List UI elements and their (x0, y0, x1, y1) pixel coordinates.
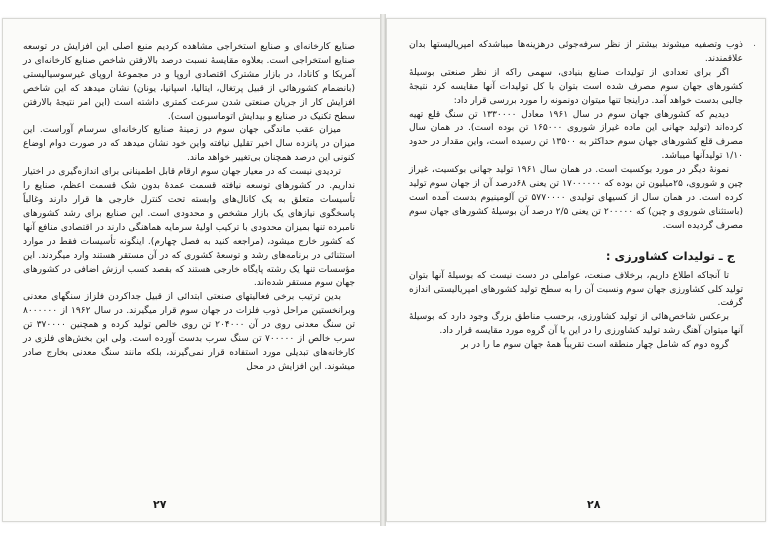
paragraph: میزان عقب ماندگی جهان سوم در زمینهٔ صنایع کارخانه‌ای سرسام آوراست. این میزان در پانزده سال اخیر تقلیل نیافته واین خود نشان میدهد که در صورت دوام اوضاع کنونی این درصد همچنان بی‌تغییر خواهد ماند. (23, 125, 355, 164)
paragraph: اگر برای تعدادی از تولیدات صنایع بنیادی، سهمی راکه از نظر صنعتی بوسیلهٔ کشورهای جهان سوم مصرف شده است بتوان با کل تولیدات آنها مقایسه کرد نتیجهٔ جالبی بدست خواهد آمد. دراینجا تنها میتوان دونمونه را مورد بررسی قرار داد: (409, 67, 743, 106)
paragraph: بدین ترتیب برخی فعالیتهای صنعتی ابتدائی از قبیل جداکردن فلزاز سنگهای معدنی وبرانخستین مراحل ذوب فلزات در جهان سوم قرار میگیرند. در سال ۱۹۶۲ از ۸۰۰۰۰۰۰ تن سنگ معدنی روی در آن ۲۰۴۰۰۰ تن روی خالص تولید کرده و همچنین ۳۷۰۰۰۰ تن سرب خالص از ۷۰۰۰۰۰ تن سنگ سرب بدست آورده است. ولی این بخش‌های فلزی در کارخانه‌های تبدیلی مورد استفاده قرار نمی‌گیرند، بلکه مانند سنگ معدنی بخارج صادر میشوند. این افزایش در محل (23, 292, 355, 372)
paragraph: برعکس شاخص‌هائی از تولید کشاورزی، برحسب مناطق بزرگ وجود دارد که بوسیلهٔ آنها میتوان آهنگ رشد تولید کشاورزی را در این یا آن گروه مورد مقایسه قرار داد. (409, 312, 743, 337)
page-number: ۲۸ (587, 498, 601, 511)
paragraph: گروه دوم که شامل چهار منطقه است تقریباً همهٔ جهان سوم ما را در بر (461, 340, 729, 351)
paragraph: تردیدی نیست که در معیار جهان سوم ارقام قابل اطمینانی برای اندازه‌گیری در اختیار نداریم. در کشورهای توسعه نیافته قسمت عمدهٔ بدون شک قسمت اعظم، صنایع را تأسیسات متعلق به یک کانال‌های وابسته تحت کنترل خارجی ها قرار دارند وغالباً پاسخگوی نیازهای یک بازار مشخص و محدودی است. این صنایع برای رشد کشورهای نامبرده تنها بمیزان محدودی با ترکیب اولیهٔ سرمایه هماهنگی دارند در اقتصادی منافع آنها که کشور خارج میشود، (مراجعه کنید به فصل چهارم). اینگونه تأسیسات فقط در موارد استثنائی در برنامه‌های رشد و توسعهٔ کشوری که در آن مستقر هستند وارد میگردند. این مؤسسات تنها یک رشته پایگاه خارجی هستند که بقصد کسب ارزش اضافی در کشورهای جهان سوم مستقر شده‌اند. (23, 167, 355, 289)
section-heading: ج ـ تولیدات کشاورزی : (605, 248, 735, 263)
right-page-text (409, 39, 743, 353)
left-page-text (23, 41, 355, 375)
paragraph: صنایع کارخانه‌ای و صنایع استخراجی مشاهده کردیم منبع اصلی این افزایش در توسعه صنایع استخراجی است. بعلاوه مقایسهٔ نسبت درصد بالارفتن شاخص صنایع کارخانه‌ای در آمریکا و کانادا، در بازار مشترک اقتصادی اروپا و در مجموعهٔ اروپای غیرسوسیالیستی (بانضمام کشورهائی از قبیل پرتغال، ایتالیا، اسپانیا، یونان) نشان میدهد که این شاخص افزایش کار از جریان صنعتی شدن سرعت کمتری داشته است (این امر نتیجهٔ بالارفتن سطح تکنیک در صنایع و بیدایش اتوماسیون است). (23, 42, 355, 122)
corner-mark: ۰ (752, 41, 757, 51)
paragraph: ذوب وتصفیه میشوند بیشتر از نظر سرفه‌جوئی درهزینه‌ها میباشدکه امپریالیستها بدان علاقمندند. (409, 40, 743, 64)
paragraph: تا آنجاکه اطلاع داریم، برخلاف صنعت، عواملی در دست نیست که بوسیلهٔ آنها بتوان تولید کلی کشاورزی جهان سوم ونسبت آن را به سطح تولید کشورهای امپریالیستی اندازه گرفت. (409, 270, 743, 309)
paragraph: نمونهٔ دیگر در مورد بوکسیت است. در همان سال ۱۹۶۱ تولید جهانی بوکسیت، غیراز چین و شوروی، ۲۵میلیون تن بوده که ۱۷۰۰۰۰۰۰ تن یعنی ۶۸درصد آن از جهان سوم تولید کرده است. در همان سال از کسیهای تولیدی ۵۷۷۰۰۰۰ تن آلومینیوم بدست آمده است (باستثنای شوروی و چین) که ۲۰۰۰۰۰ تن یعنی ۲/۵ درصد آن بوسیلهٔ کشورهای جهان سوم مصرف گردیده است. (409, 165, 743, 231)
page-number: ۲۷ (153, 498, 167, 511)
paragraph: دیدیم که کشورهای جهان سوم در سال ۱۹۶۱ معادل ۱۳۳۰۰۰۰ تن سنگ قلع تهیه کرده‌اند (تولید جهانی این ماده غیراز شوروی ۱۶۵۰۰۰ تن بوده است). در همان سال مصرف قلع کشورهای جهان سوم حداکثر به ۱۳۵۰۰ تن رسیده است، واین مقدار در حدود ۱/۱۰ تولیدآنها میباشد. (409, 109, 744, 162)
right-page (386, 18, 766, 522)
left-page (2, 18, 382, 522)
